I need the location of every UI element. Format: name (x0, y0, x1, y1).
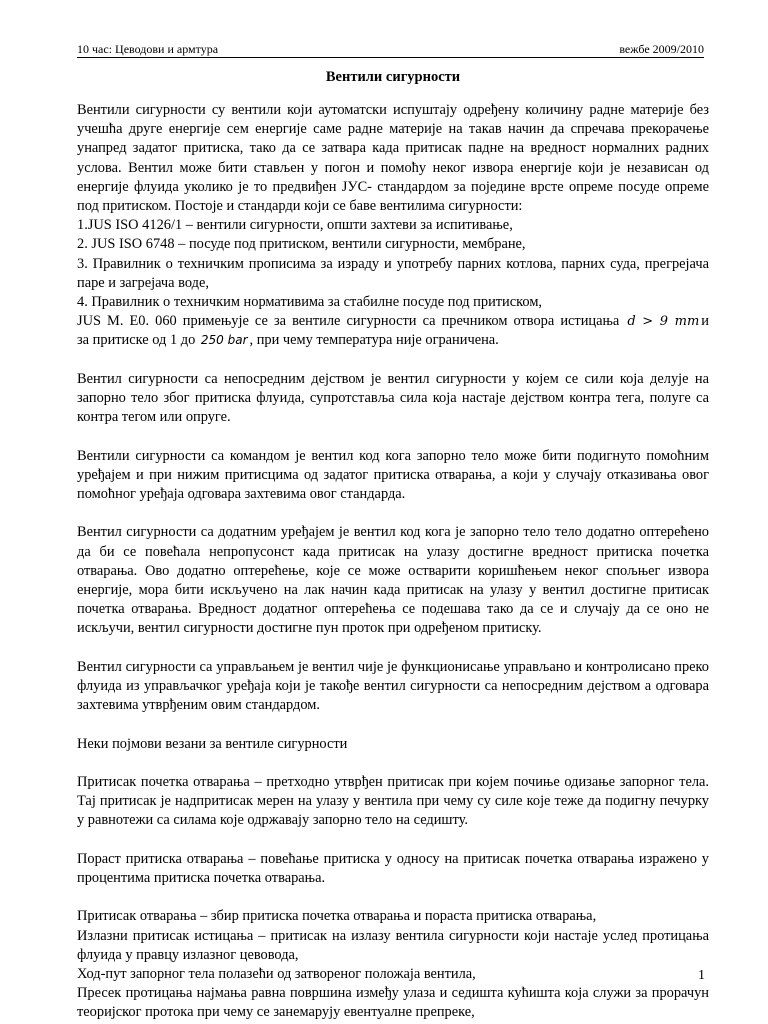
paragraph-opening-start-pressure: Притисак почетка отварања – претходно утврђен притисак при којем почиње одизање запорног тела. Тај притисак је надпритисак мерен на улазу у вентила при чему су силе које теже да подигну печурку у равнотежи са силама које одржавају запорно тело на седишту. (77, 774, 709, 829)
intro-block (77, 101, 709, 312)
definition-item: Притисак отварања – збир притиска почетка отварања и пораста притиска отварања, (77, 908, 597, 925)
definitions-block (77, 907, 709, 1022)
intro-text: Вентили сигурности су вентили који аутоматски испуштају одређену количину радне материје без учешћа друге енергије сем енергије саме радне материје на такав начин да спречава прекорачење унапред задатог притиска, тако да се затвара када притисак падне на вредност нормалних радних услова. Вентил може бити стављен у погон и помоћу неког извора енергије који је независан од енергије флуида уколико је то предвиђен ЈУС- стандардом за поједине врсте опреме посуде опреме под притиском. Постоје и стандарди који се баве вентилима сигурности: (77, 102, 709, 215)
page-number: 1 (698, 968, 705, 983)
standard-item: 1.JUS ISO 4126/1 – вентили сигурности, општи захтеви за испитивање, (77, 217, 513, 234)
jus-line-1 (77, 312, 709, 331)
paragraph-controlled: Вентил сигурности са управљањем је вентил чије је функционисање управљано и контролисано преко флуида из управљачког уређаја који је такође вентил сигурности са непосредним дејством а одговара захтевима утврђеним овим стандардом. (77, 658, 709, 714)
paragraph-command: Вентили сигурности са командом је вентил код кога запорно тело може бити подигнуто помоћним уређајем и при нижим притисцима од задатог притиска отварања, а који у случају отказивања овог помоћног уређаја одговара захтевима овог стандарда. (77, 447, 709, 503)
document-body (77, 101, 709, 1023)
paragraph-pressure-rise: Пораст притиска отварања – повећање притиска у односу на притисак почетка отварања изражено у процентима притиска почетка отварања. (77, 850, 709, 887)
jus-text-4: , при чему температура није ограничена. (249, 332, 499, 349)
definition-item: Ход-пут запорног тела полазећи од затвореног положаја вентила, (77, 966, 476, 983)
section-heading-terms: Неки појмови везани за вентиле сигурности (77, 735, 348, 752)
jus-text-2: и (701, 313, 709, 330)
formula-pressure: 250 bar (200, 333, 248, 348)
jus-line-2 (77, 331, 709, 350)
paragraph-direct-acting: Вентил сигурности са непосредним дејством је вентил сигурности у којем се сили која делује на запорно тело због притиска флуида, супротставља сила која настаје дејством контра тега, полуге са контра тегом или опруге. (77, 370, 709, 426)
page-title: Вентили сигурности (325, 69, 461, 85)
definition-item: Пресек протицања најмања равна површина између улаза и седишта кућишта која служи за прорачун теоријског протока при чему се занемарују евентуалне препреке, (77, 985, 709, 1021)
page-header (77, 42, 704, 58)
definition-item: Излазни притисак истицања – притисак на излазу вентила сигурности који настаје услед протицања флуида у правцу излазног цевовода, (77, 927, 709, 963)
header-right: вежбе 2009/2010 (619, 42, 704, 56)
standard-item: 3. Правилник о техничким прописима за израду и употребу парних котлова, парних суда, прегрејача паре и загрејача воде, (77, 255, 709, 291)
paragraph-additional-device: Вентил сигурности са додатним уређајем је вентил код кога је запорно тело тело додатно оптерећено да би се повећала непропусонст када притисак на улазу достигне вредност притиска почетка отварања. Ово додатно оптерећење, које се може остварити коришћењем неког спољњег извора енергије, мора бити искључено на лак начин када притисак на улазу у вентил достигне притисак почетка отварања. Вредност додатног оптерећења се подешава тако да се и случају да се оно не искључи, вентил сигурности достигне пун проток при одређеном притиску. (77, 524, 709, 637)
jus-text-1: JUS M. E0. 060 примењује се за вентиле сигурности са пречником отвора истицања (77, 313, 620, 330)
formula-diameter: d > 9 mm (627, 314, 700, 330)
jus-text-3: за притиске од 1 до (77, 332, 196, 349)
standard-item: 4. Правилник о техничким нормативима за стабилне посуде под притиском, (77, 294, 543, 311)
header-left: 10 час: Цеводови и армтура (77, 42, 219, 56)
standard-item: 2. JUS ISO 6748 – посуде под притиском, вентили сигурности, мембране, (77, 236, 526, 253)
